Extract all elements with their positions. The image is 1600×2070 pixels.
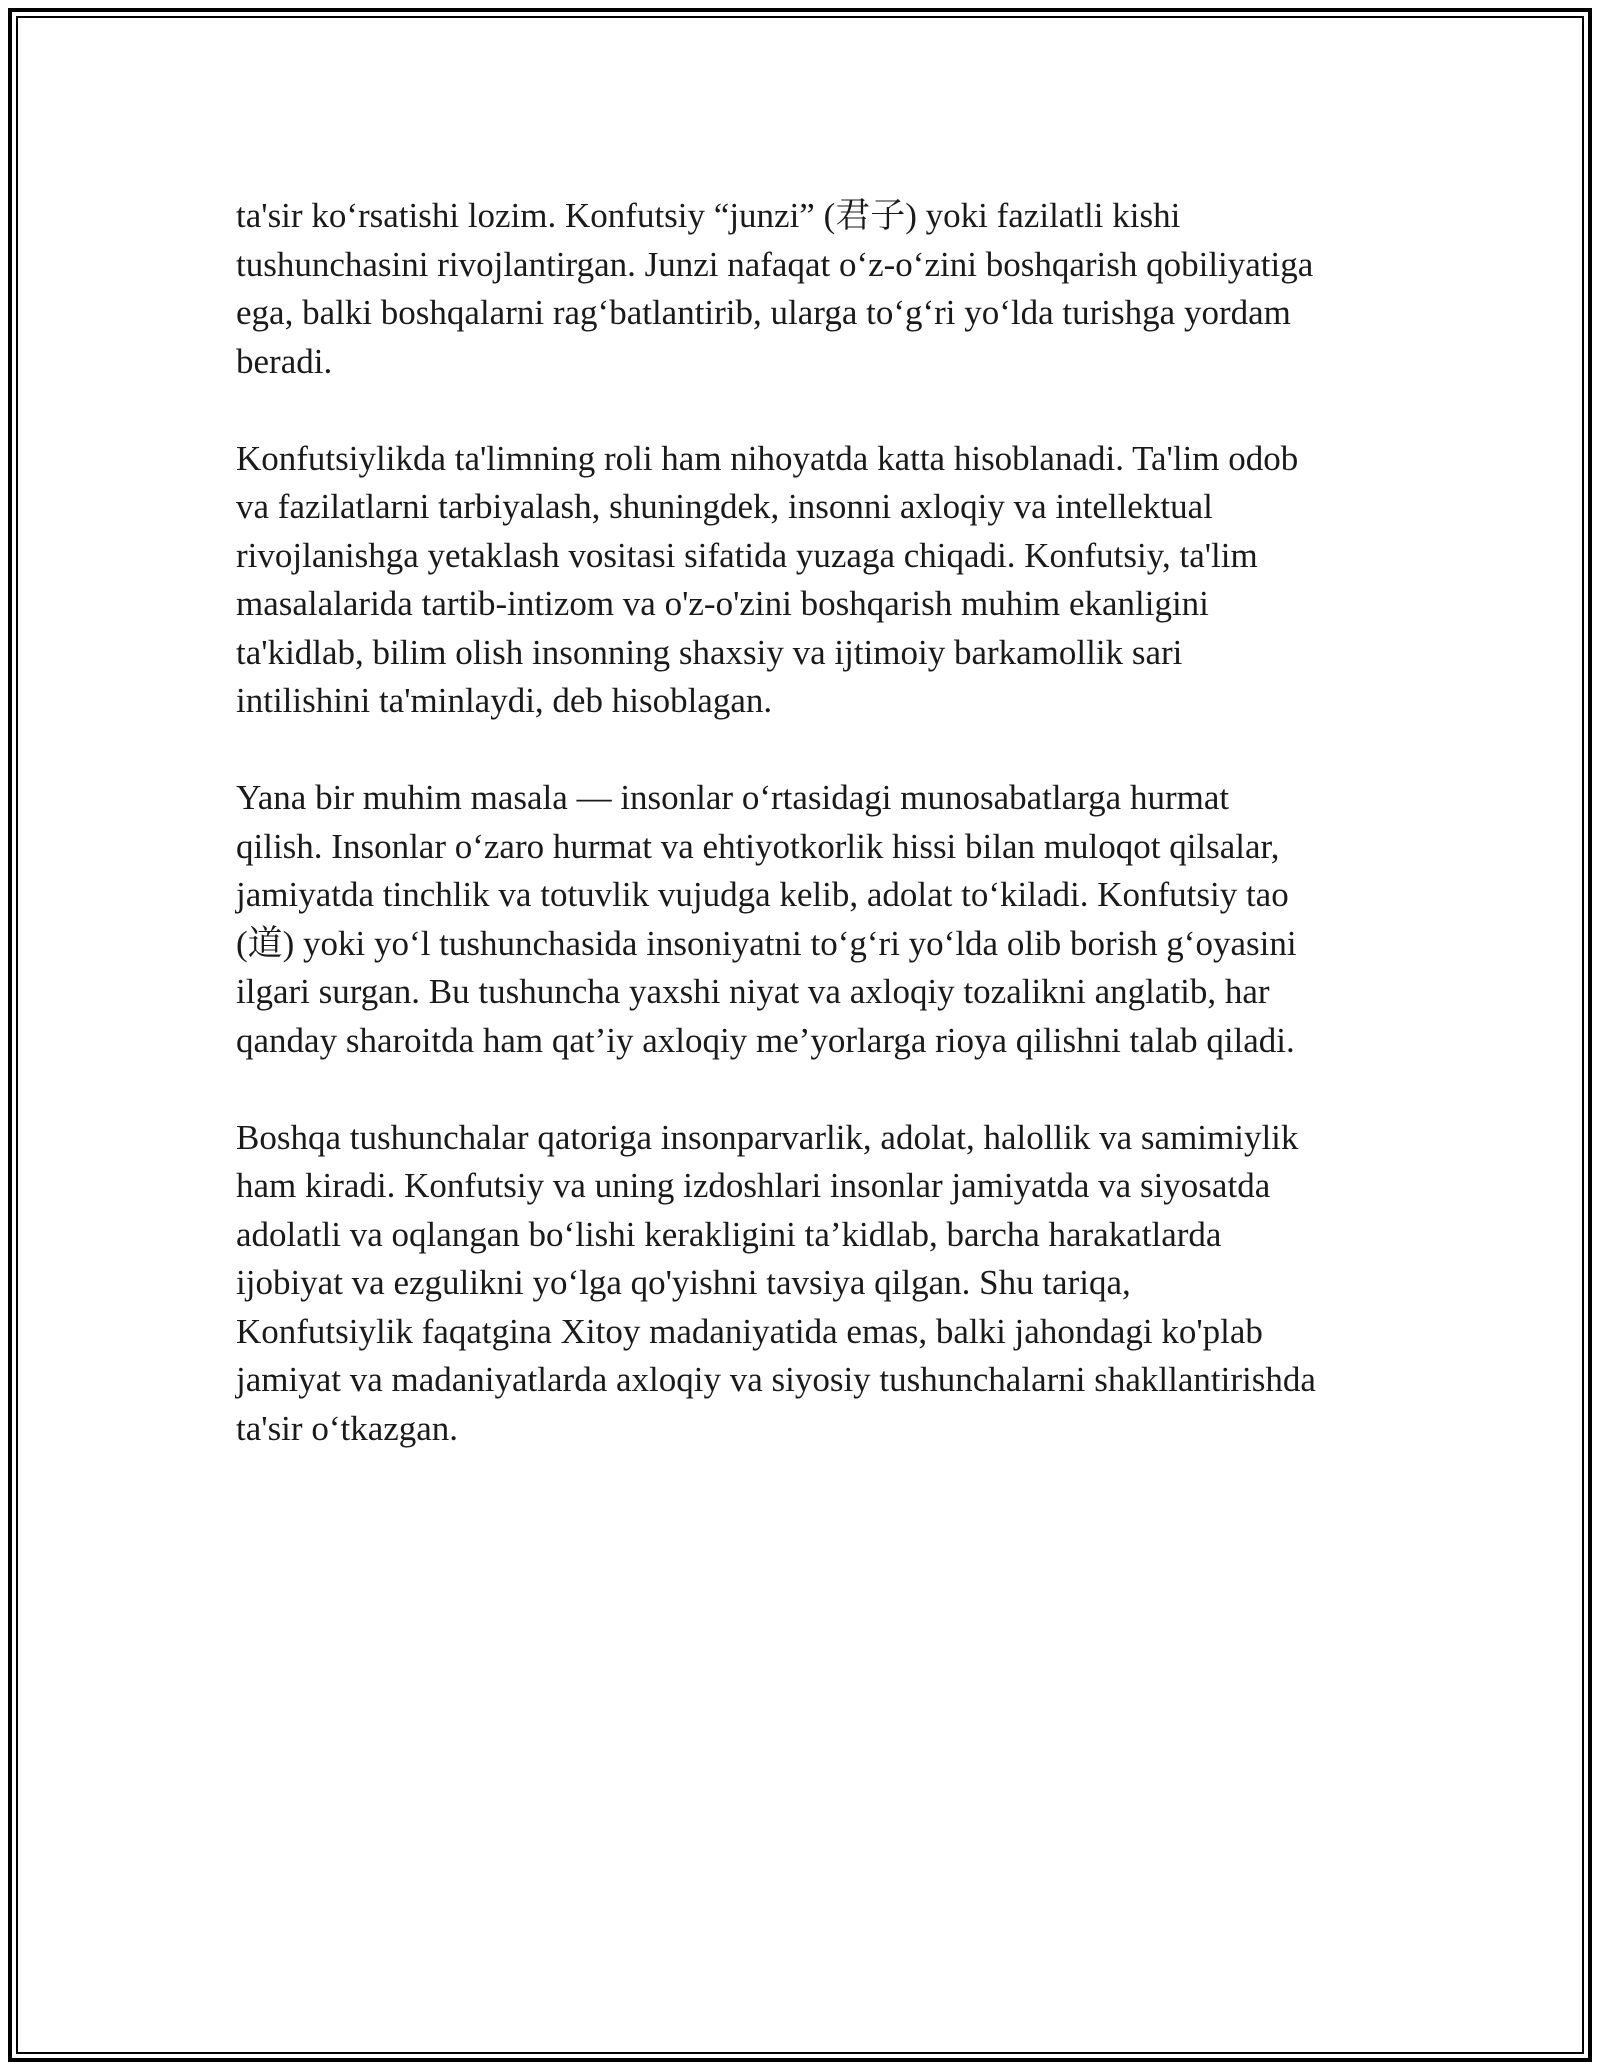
text-line: ega, balki boshqalarni rag‘batlantirib, ularga to‘g‘ri yo‘lda turishga yordam: [236, 293, 1291, 332]
text-line: ta'sir o‘tkazgan.: [236, 1408, 459, 1448]
paragraph-3: [236, 774, 1386, 1065]
text-line: Konfutsiylikda ta'limning roli ham nihoyatda katta hisoblanadi. Ta'lim odob: [236, 438, 1299, 478]
text-line: intilishini ta'minlaydi, deb hisoblagan.: [236, 681, 773, 720]
text-line: va fazilatlarni tarbiyalash, shuningdek, insonni axloqiy va intellektual: [236, 487, 1213, 526]
text-line: masalalarida tartib-intizom va o'z-o'zini boshqarish muhim ekanligini: [236, 584, 1209, 623]
text-line: (道) yoki yo‘l tushunchasida insoniyatni to‘g‘ri yo‘lda olib borish g‘oyasini: [236, 923, 1297, 963]
text-line: qanday sharoitda ham qat’iy axloqiy me’yorlarga rioya qilishni talab qiladi.: [236, 1020, 1295, 1060]
text-line: beradi.: [236, 341, 333, 381]
paragraph-2: [236, 435, 1386, 726]
text-line: ta'kidlab, bilim olish insonning shaxsiy va ijtimoiy barkamollik sari: [236, 632, 1183, 672]
text-line: jamiyat va madaniyatlarda axloqiy va siyosiy tushunchalarni shakllantirishda: [236, 1360, 1316, 1399]
text-line: ham kiradi. Konfutsiy va uning izdoshlari insonlar jamiyatda va siyosatda: [236, 1166, 1271, 1205]
paragraph-4: [236, 1114, 1386, 1454]
text-line: Yana bir muhim masala — insonlar o‘rtasidagi munosabatlarga hurmat: [236, 778, 1230, 817]
text-line: ijobiyat va ezgulikni yo‘lga qo'yishni tavsiya qilgan. Shu tariqa,: [236, 1263, 1131, 1302]
text-line: jamiyatda tinchlik va totuvlik vujudga kelib, adolat to‘kiladi. Konfutsiy tao: [236, 875, 1289, 914]
document-body: [236, 192, 1386, 1502]
text-line: ta'sir ko‘rsatishi lozim. Konfutsiy “junzi” (君子) yoki fazilatli kishi: [236, 196, 1181, 235]
text-line: Konfutsiylik faqatgina Xitoy madaniyatida emas, balki jahondagi ko'plab: [236, 1311, 1263, 1351]
text-line: adolatli va oqlangan bo‘lishi kerakligini ta’kidlab, barcha harakatlarda: [236, 1214, 1222, 1254]
text-line: rivojlanishga yetaklash vositasi sifatida yuzaga chiqadi. Konfutsiy, ta'lim: [236, 535, 1258, 575]
paragraph-1: [236, 192, 1386, 386]
text-line: qilish. Insonlar o‘zaro hurmat va ehtiyotkorlik hissi bilan muloqot qilsalar,: [236, 826, 1280, 866]
text-line: ilgari surgan. Bu tushuncha yaxshi niyat va axloqiy tozalikni anglatib, har: [236, 972, 1270, 1011]
text-line: Boshqa tushunchalar qatoriga insonparvarlik, adolat, halollik va samimiylik: [236, 1117, 1299, 1157]
text-line: tushunchasini rivojlantirgan. Junzi nafaqat o‘z-o‘zini boshqarish qobiliyatiga: [236, 244, 1314, 284]
